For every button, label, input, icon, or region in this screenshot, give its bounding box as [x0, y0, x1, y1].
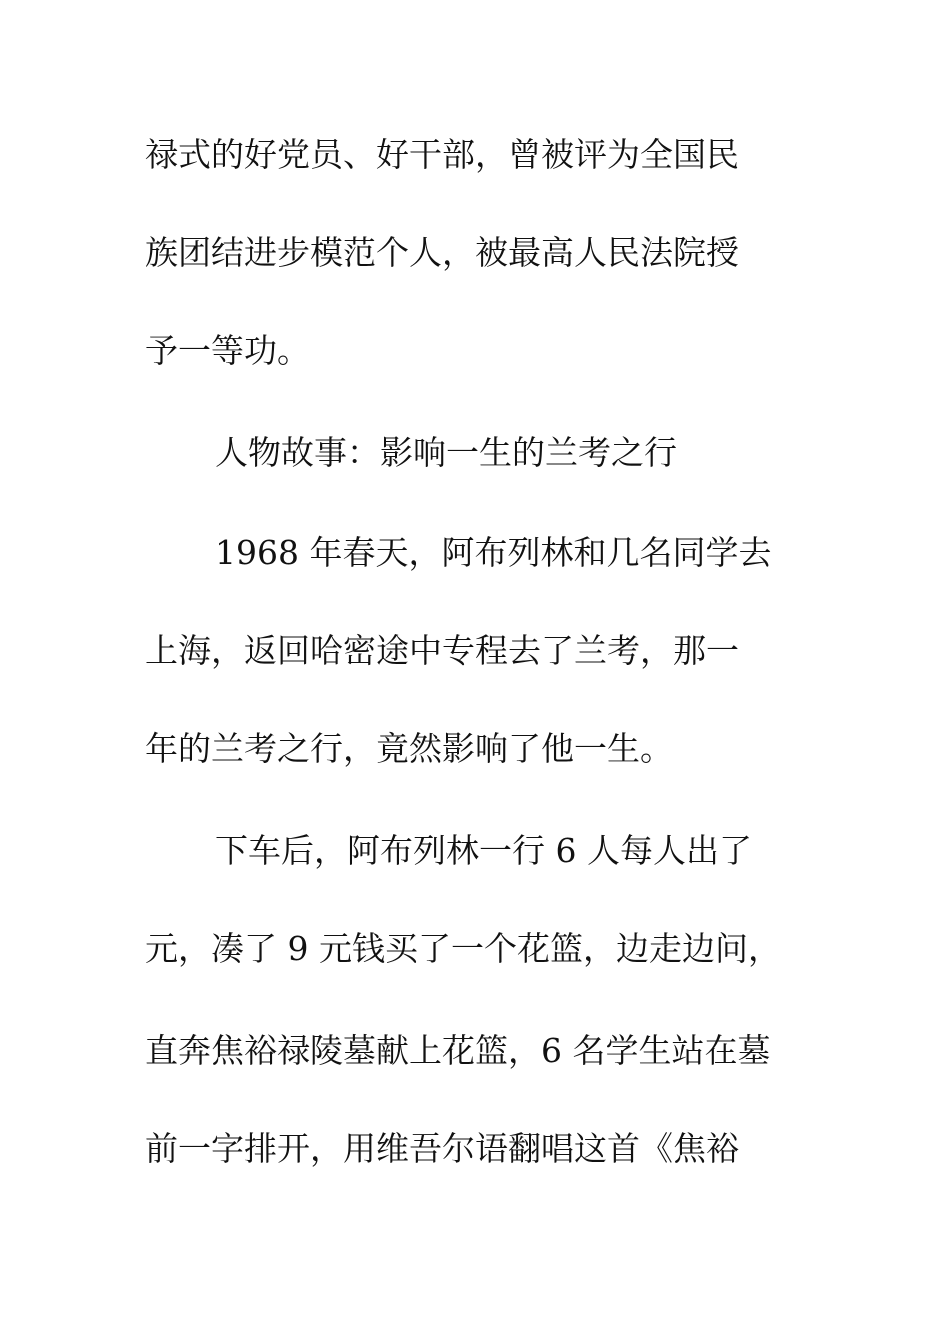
text-line-6: 上海，返回哈密途中专程去了兰考，那一 [145, 631, 739, 670]
text-line-11: 前一字排开，用维吾尔语翻唱这首《焦裕 [145, 1129, 739, 1168]
text-line-9: 元，凑了 9 元钱买了一个花篮，边走边问， [145, 929, 781, 968]
section-heading: 人物故事：影响一生的兰考之行 [215, 433, 677, 472]
text-line-1: 禄式的好党员、好干部，曾被评为全国民 [145, 135, 739, 174]
text-line-10: 直奔焦裕禄陵墓献上花篮，6 名学生站在墓 [145, 1031, 771, 1070]
text-line-3: 予一等功。 [145, 331, 310, 370]
text-line-8: 下车后，阿布列林一行 6 人每人出了 [215, 831, 752, 870]
text-line-7: 年的兰考之行，竟然影响了他一生。 [145, 729, 673, 768]
text-line-5: 1968 年春天，阿布列林和几名同学去 [215, 533, 772, 572]
text-line-2: 族团结进步模范个人，被最高人民法院授 [145, 233, 739, 272]
